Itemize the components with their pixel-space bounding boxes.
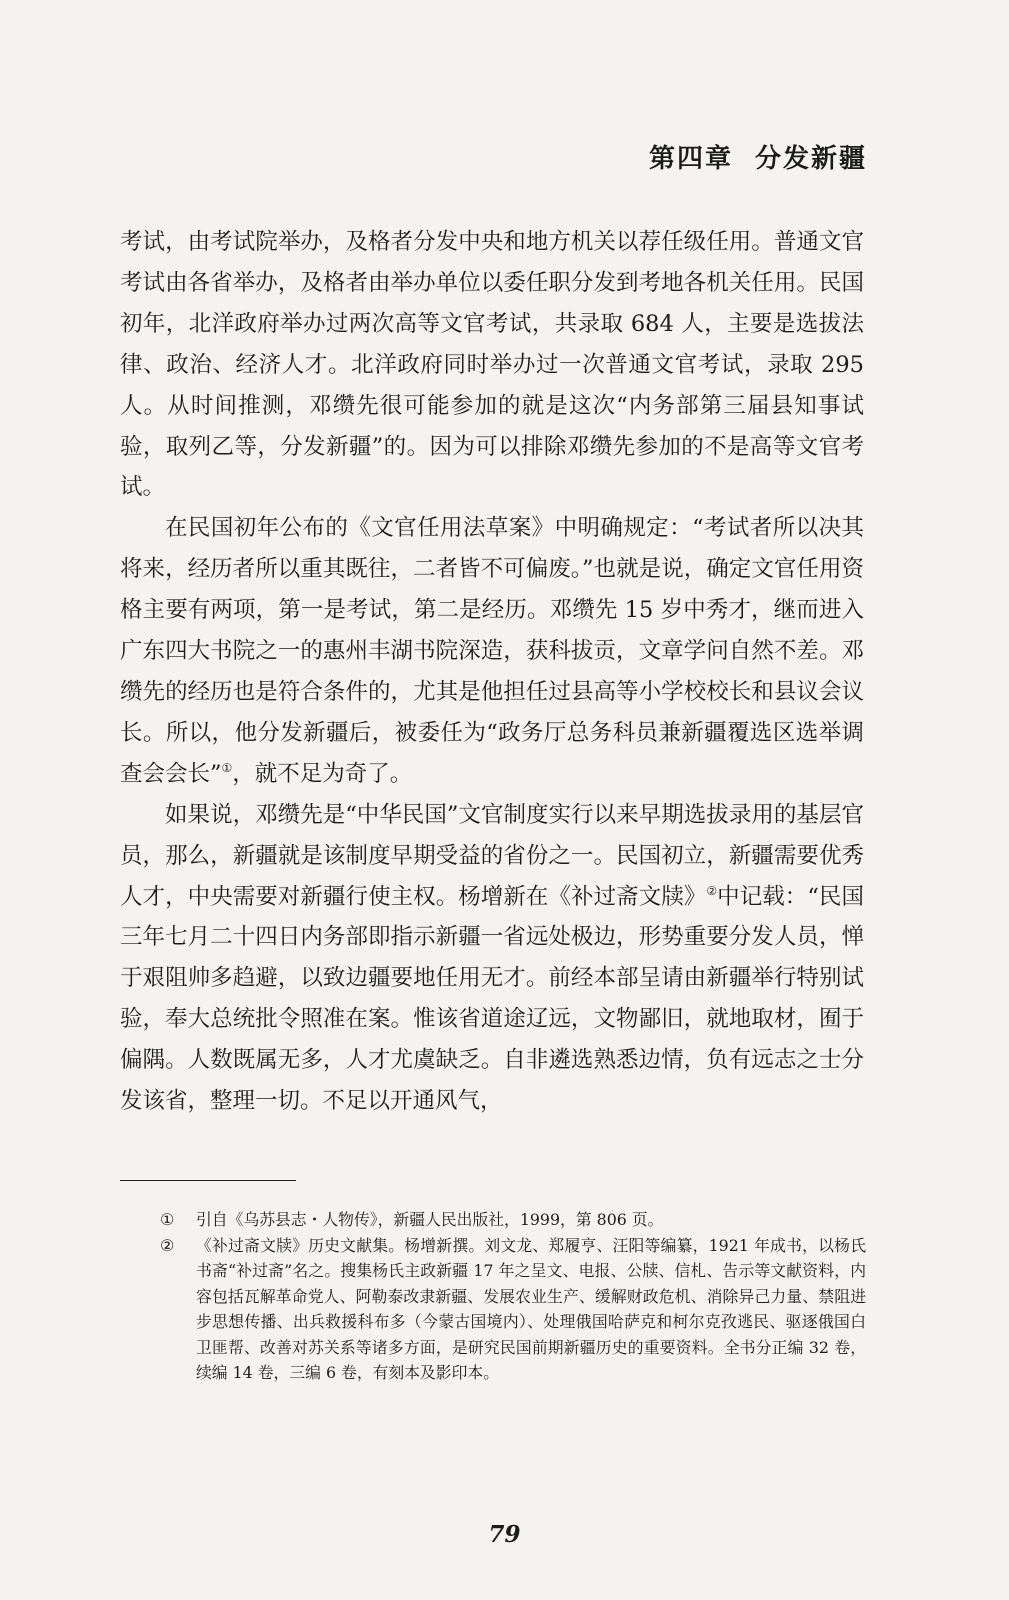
paragraph-text: ，就不足为奇了。 [232,760,413,787]
body-text [120,222,864,1122]
paragraph [120,508,864,794]
footnote-ref[interactable]: ① [221,760,233,775]
paragraph-text: 如果说，邓缵先是“中华民国”文官制度实行以来早期选拔录用的基层官员，那么，新疆就是该制度早期受益的省份之一。民国初立，新疆需要优秀人才，中央需要对新疆行使主权。杨增新在《补过斋文牍》 [120,801,864,910]
chapter-title: 分发新疆 [754,144,867,174]
paragraph-text: 在民国初年公布的《文官任用法草案》中明确规定：“考试者所以决其将来，经历者所以重其既往，二者皆不可偏废。”也就是说，确定文官任用资格主要有两项，第一是考试，第二是经历。邓缵先 15 岁中秀才，继而进入广东四大书院之一的惠州丰湖书院深造，获科拔贡，文章学问自然不差。邓缵先的经历也是符合条件的，尤其是他担任过县高等小学校校长和县议会议长。所以，他分发新疆后，被委任为“政务厅总务科员兼新疆覆选区选举调查会会长” [120,515,864,787]
footnote [160,1233,866,1386]
footnotes [160,1207,866,1386]
footnote-ref[interactable]: ② [706,883,718,898]
footnote-mark: ② [160,1235,175,1255]
page-number: 79 [488,1521,521,1548]
chapter-label: 第四章 [648,144,733,174]
footnote-text: 《补过斋文牍》历史文献集。杨增新撰。刘文龙、郑履亨、汪阳等编纂，1921 年成书，以杨氏书斋“补过斋”名之。搜集杨氏主政新疆 17 年之呈文、电报、公牍、信札、告示等文献资料，内容包括瓦解革命党人、阿勒泰改隶新疆、发展农业生产、缓解财政危机、消除异己力量、禁阻进步思想传播、出兵救援科布多（今蒙古国境内）、处理俄国哈萨克和柯尔克孜逃民、驱逐俄国白卫匪帮、改善对苏关系等诸多方面，是研究民国前期新疆历史的重要资料。全书分正编 32 卷，续编 14 卷，三编 6 卷，有刻本及影印本。 [196,1235,866,1382]
paragraph [120,795,864,1122]
footnote [160,1207,866,1233]
footnote-divider [120,1180,296,1181]
paragraph: 考试，由考试院举办，及格者分发中央和地方机关以荐任级任用。普通文官考试由各省举办，及格者由举办单位以委任职分发到考地各机关任用。民国初年，北洋政府举办过两次高等文官考试，共录取 684 人，主要是选拔法律、政治、经济人才。北洋政府同时举办过一次普通文官考试，录取 295 人。从时间推测，邓缵先很可能参加的就是这次“内务部第三届县知事试验，取列乙等，分发新疆”的。因为可以排除邓缵先参加的不是高等文官考试。 [120,229,864,501]
paragraph-text: 中记载：“民国三年七月二十四日内务部即指示新疆一省远处极边，形势重要分发人员，惮于艰阻帅多趋避，以致边疆要地任用无才。前经本部呈请由新疆举行特别试验，奉大总统批令照准在案。惟该省道途辽远，文物鄙旧，就地取材，囿于偏隅。人数既属无多，人才尤虞缺乏。自非遴选熟悉边情，负有远志之士分发该省，整理一切。不足以开通风气， [120,883,864,1115]
footnote-mark: ① [160,1210,175,1229]
running-header [649,138,867,175]
footnote-text: 引自《乌苏县志・人物传》，新疆人民出版社，1999，第 806 页。 [196,1210,664,1229]
